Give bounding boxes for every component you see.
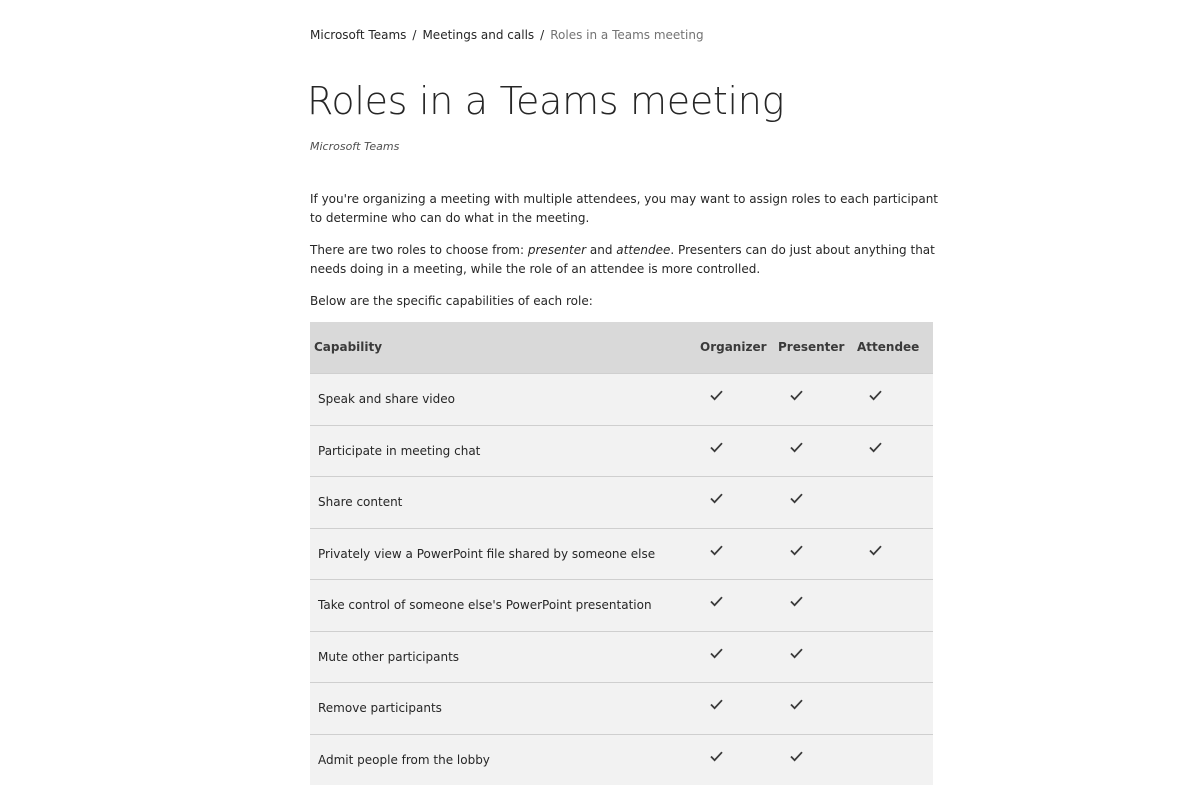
checkmark-icon (710, 390, 724, 404)
capability-cell: Mute other participants (318, 649, 460, 664)
product-tag: Microsoft Teams (310, 140, 400, 153)
capability-cell: Participate in meeting chat (318, 443, 481, 458)
checkmark-icon (790, 390, 804, 404)
roles-text-post: . Presenters can do just about anything that needs doing in a meeting, while the role of an attendee is more controlled. (310, 243, 935, 276)
roles-paragraph (310, 241, 946, 279)
breadcrumb-separator: / (540, 28, 545, 42)
breadcrumb-current: Roles in a Teams meeting (550, 28, 704, 42)
role-presenter: presenter (527, 243, 587, 257)
capability-cell: Admit people from the lobby (318, 752, 490, 767)
table-row (310, 734, 933, 786)
capability-cell: Privately view a PowerPoint file shared by someone else (318, 546, 656, 561)
checkmark-icon (710, 751, 724, 765)
page-title: Roles in a Teams meeting (307, 79, 785, 123)
checkmark-icon (790, 751, 804, 765)
checkmark-icon (790, 493, 804, 507)
checkmark-icon (710, 442, 724, 456)
checkmark-icon (710, 596, 724, 610)
capability-cell: Remove participants (318, 701, 442, 715)
capabilities-intro: Below are the specific capabilities of each role: (310, 294, 593, 308)
checkmark-icon (869, 545, 883, 559)
table-row (310, 476, 933, 528)
intro-paragraph: If you're organizing a meeting with multiple attendees, you may want to assign roles to each participant to determine who can do what in the meeting. (310, 192, 939, 225)
checkmark-icon (869, 442, 883, 456)
header-presenter: Presenter (778, 340, 845, 354)
checkmark-icon (790, 442, 804, 456)
checkmark-icon (710, 545, 724, 559)
breadcrumb (310, 27, 704, 43)
checkmark-icon (869, 390, 883, 404)
table-row (310, 631, 933, 683)
roles-text-pre: There are two roles to choose from: (310, 243, 528, 257)
roles-text-and: and (586, 243, 617, 257)
header-attendee: Attendee (857, 340, 920, 354)
header-organizer: Organizer (700, 340, 767, 354)
breadcrumb-link-microsoft-teams[interactable]: Microsoft Teams (310, 28, 407, 42)
checkmark-icon (790, 596, 804, 610)
checkmark-icon (790, 648, 804, 662)
table-row (310, 682, 933, 734)
capability-cell: Take control of someone else's PowerPoint presentation (318, 598, 652, 612)
table-row (310, 528, 933, 580)
breadcrumb-separator: / (412, 28, 417, 42)
capability-cell: Share content (318, 495, 403, 509)
checkmark-icon (790, 699, 804, 713)
table-row (310, 425, 933, 477)
breadcrumb-link-meetings-and-calls[interactable]: Meetings and calls (422, 28, 535, 42)
table-header (310, 322, 933, 373)
header-capability: Capability (314, 340, 383, 354)
capability-cell: Speak and share video (318, 392, 455, 406)
table-body (310, 373, 933, 785)
table-row (310, 373, 933, 425)
table-row (310, 579, 933, 631)
checkmark-icon (710, 493, 724, 507)
role-attendee: attendee (616, 243, 671, 257)
checkmark-icon (710, 699, 724, 713)
checkmark-icon (790, 545, 804, 559)
checkmark-icon (710, 648, 724, 662)
capabilities-table (310, 322, 933, 785)
